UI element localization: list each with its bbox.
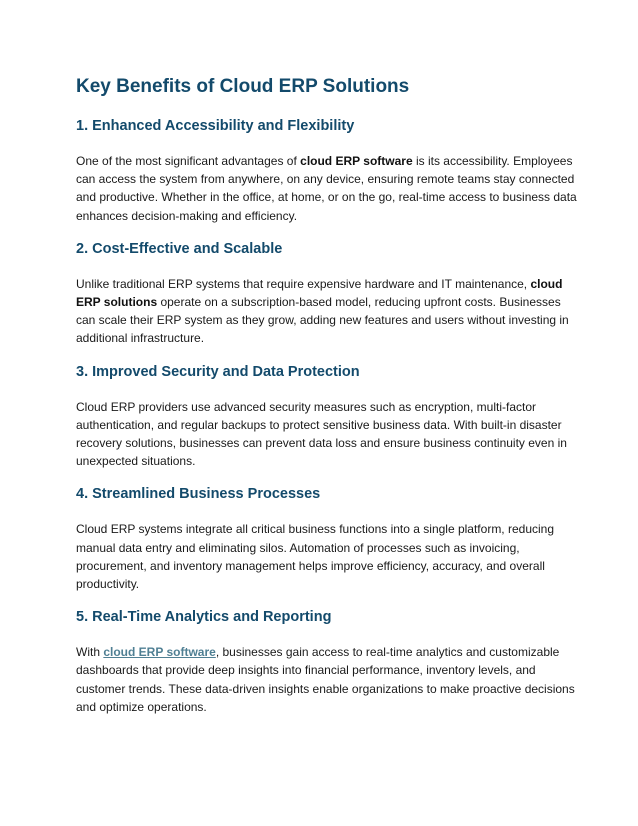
- bold-term: cloud ERP solutions: [76, 276, 563, 310]
- paragraph-text: Unlike traditional ERP systems that require expensive hardware and IT maintenance,: [76, 276, 531, 291]
- cloud-erp-software-link[interactable]: cloud ERP software: [103, 645, 216, 660]
- section-cost-effective: [76, 239, 578, 348]
- bold-term: cloud ERP software: [300, 154, 413, 168]
- section-analytics: [76, 607, 578, 716]
- section-security: [76, 362, 578, 471]
- section-heading: 4. Streamlined Business Processes: [76, 486, 321, 503]
- paragraph-text: , businesses gain access to real-time analytics and customizable dashboards that provide deep insights into financial performance, inventory levels, and customer trends. These data-driven insights enable organizations to make proactive decisions and optimize operations.: [76, 645, 575, 714]
- section-paragraph: [76, 275, 578, 348]
- section-paragraph: Cloud ERP providers use advanced security measures such as encryption, multi-factor authentication, and regular backups to protect sensitive business data. With built-in disaster recovery solutions, businesses can prevent data loss and ensure business continuity even in unexpected situations.: [76, 399, 567, 469]
- section-heading: 2. Cost-Effective and Scalable: [76, 240, 283, 257]
- paragraph-text: operate on a subscription-based model, reducing upfront costs. Businesses can scale their ERP system as they grow, adding new features and users without investing in additional infrastructure.: [76, 295, 569, 346]
- section-paragraph: [76, 152, 578, 225]
- section-heading: 3. Improved Security and Data Protection: [76, 363, 360, 380]
- section-heading: 5. Real-Time Analytics and Reporting: [76, 609, 332, 626]
- section-heading: 1. Enhanced Accessibility and Flexibility: [76, 118, 355, 134]
- paragraph-text: With: [76, 645, 104, 660]
- section-processes: [76, 484, 578, 593]
- paragraph-text: is its accessibility. Employees can access the system from anywhere, on any device, ensuring remote teams stay connected and productive. Whether in the office, at home, or on the go, real-time access to business data enhances decision-making and efficiency.: [76, 154, 577, 223]
- section-paragraph: [76, 643, 578, 716]
- paragraph-text: One of the most significant advantages of: [76, 154, 301, 168]
- section-paragraph: Cloud ERP systems integrate all critical business functions into a single platform, reducing manual data entry and eliminating silos. Automation of processes such as invoicing, procurement, and inventory management helps improve efficiency, accuracy, and overall productivity.: [76, 522, 555, 592]
- page-title: Key Benefits of Cloud ERP Solutions: [76, 76, 410, 97]
- section-accessibility: [76, 116, 578, 225]
